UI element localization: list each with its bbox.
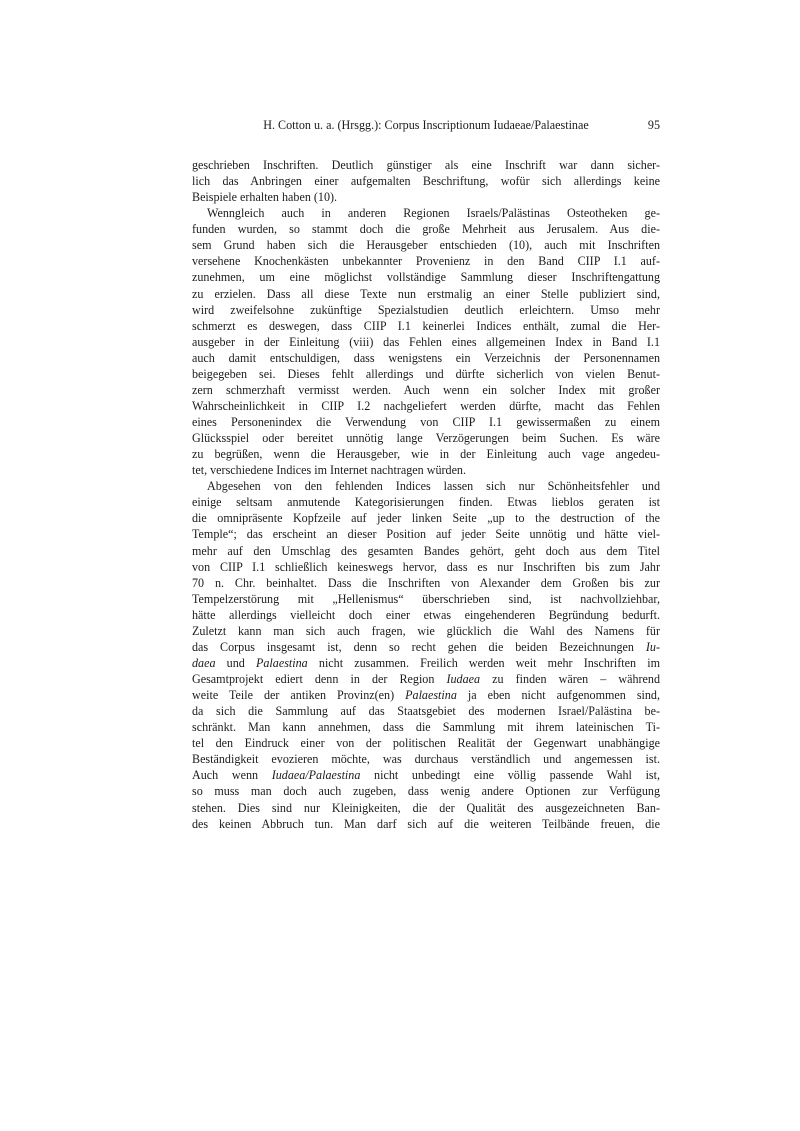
text-run: nicht zusammen. Freilich werden weit mehr Inschriften im	[307, 655, 660, 670]
text-run: da sich die Sammlung auf das Staatsgebiet des modernen Israel/Palästina be-	[192, 704, 660, 719]
text-line	[192, 157, 660, 173]
text-line	[192, 350, 660, 366]
text-run: weite Teile der antiken Provinz(en)	[192, 688, 406, 703]
page-number: 95	[647, 118, 660, 132]
text-run: zern schmerzhaft vermisst werden. Auch wenn ein solcher Index mit großer	[192, 382, 660, 397]
text-line	[192, 816, 660, 832]
text-line	[192, 623, 660, 639]
text-line	[192, 189, 660, 205]
italic-text-run: Palaestina	[405, 688, 457, 703]
text-line	[192, 286, 660, 302]
text-run: lich das Anbringen einer aufgemalten Beschriftung, wofür sich allerdings keine	[192, 174, 660, 189]
text-line	[192, 334, 660, 350]
text-run: Tempelzerstörung mit „Hellenismus“ überschrieben sind, ist nachvollziehbar,	[192, 591, 660, 606]
text-run: hätte allerdings vielleicht doch einer etwas eingehenderen Begründung bedurft.	[192, 607, 660, 622]
text-line	[192, 494, 660, 510]
text-line	[192, 237, 660, 253]
text-line	[192, 318, 660, 334]
text-line	[192, 703, 660, 719]
text-run: zu finden wären – während	[480, 672, 660, 686]
text-run: 70 n. Chr. beinhaltet. Dass die Inschriften von Alexander dem Großen bis zur	[192, 575, 660, 590]
text-run: Beständigkeit evozieren möchte, was durchaus verständlich und angemessen ist.	[192, 752, 660, 767]
text-run: schmerzt es deswegen, dass CIIP I.1 keinerlei Indices enthält, zumal die Her-	[192, 318, 660, 333]
text-line	[192, 414, 660, 430]
text-run: und	[215, 655, 256, 670]
text-run: Gesamtprojekt ediert denn in der Region	[192, 672, 447, 686]
text-run: eines Personenindex die Verwendung von CIIP I.1 gewissermaßen zu einem	[192, 415, 660, 429]
text-run: versehene Knochenkästen unbekannter Provenienz in den Band CIIP I.1 auf-	[192, 254, 660, 269]
text-run: zunehmen, um eine möglichst vollständige Sammlung dieser Inschriftengattung	[192, 270, 660, 285]
paragraph	[192, 205, 660, 478]
text-run: ja eben nicht aufgenommen sind,	[456, 688, 660, 703]
text-run: schränkt. Man kann annehmen, dass die Sammlung mit ihrem lateinischen Ti-	[192, 720, 660, 735]
text-line	[192, 767, 660, 783]
text-run: Beispiele erhalten haben (10).	[192, 190, 338, 205]
italic-text-run: Iudaea	[446, 672, 481, 686]
text-line	[192, 478, 660, 494]
text-run: das Corpus insgesamt ist, denn so recht gehen die beiden Bezeichnungen	[192, 639, 646, 654]
text-line	[192, 398, 660, 414]
text-line	[192, 687, 660, 703]
text-line	[192, 446, 660, 462]
text-run: Abgesehen von den fehlenden Indices lassen sich nur Schönheitsfehler und	[207, 479, 660, 494]
text-run: beigegeben sei. Dieses fehlt allerdings und dürfte sicherlich von vielen Benut-	[192, 366, 660, 381]
text-run: einige seltsam anmutende Kategorisierungen finden. Etwas lieblos geraten ist	[192, 495, 660, 510]
paragraph	[192, 157, 660, 205]
text-line	[192, 655, 660, 671]
text-run: funden wurden, so stammt doch die große Mehrheit aus Jerusalem. Aus die-	[192, 222, 660, 237]
text-run: tet, verschiedene Indices im Internet nachtragen würden.	[192, 463, 467, 478]
text-run: wird zweifelsohne zukünftige Spezialstudien deutlich erleichtern. Umso mehr	[192, 302, 660, 317]
text-line	[192, 800, 660, 816]
text-run: geschrieben Inschriften. Deutlich günstiger als eine Inschrift war dann sicher-	[192, 158, 660, 172]
text-line	[192, 430, 660, 446]
text-line	[192, 269, 660, 285]
text-line	[192, 591, 660, 607]
text-run: Temple“; das erscheint an dieser Position auf jeder Seite unnötig und hätte viel-	[192, 527, 660, 542]
text-run: die omnipräsente Kopfzeile auf jeder linken Seite „up to the destruction of the	[192, 511, 660, 526]
text-line	[192, 526, 660, 542]
text-line	[192, 462, 660, 478]
running-title: H. Cotton u. a. (Hrsgg.): Corpus Inscriptionum Iudaeae/Palaestinae	[263, 118, 589, 132]
running-header	[192, 117, 660, 133]
text-run: nicht unbedingt eine völlig passende Wahl ist,	[360, 768, 660, 783]
text-line	[192, 221, 660, 237]
text-line	[192, 205, 660, 221]
text-run: ausgeber in der Einleitung (viii) das Fehlen eines allgemeinen Index in Band I.1	[192, 334, 660, 349]
text-line	[192, 510, 660, 526]
page-body	[192, 157, 660, 832]
text-line	[192, 543, 660, 559]
text-line	[192, 559, 660, 575]
text-run: Auch wenn	[192, 768, 272, 783]
italic-text-run: Palaestina	[256, 655, 308, 670]
text-run: Zuletzt kann man sich auch fragen, wie glücklich die Wahl des Namens für	[192, 623, 660, 638]
text-run: zu erzielen. Dass all diese Texte nun erstmalig an einer Stelle publiziert sind,	[192, 286, 660, 301]
text-run: tel den Eindruck einer von der politischen Realität der Gegenwart unabhängige	[192, 736, 660, 751]
text-run: auch damit entschuldigen, dass wenigstens ein Verzeichnis der Personennamen	[192, 350, 660, 365]
italic-text-run: daea	[192, 655, 216, 670]
text-line	[192, 639, 660, 655]
italic-text-run: Iudaea/Palaestina	[271, 768, 361, 783]
text-line	[192, 751, 660, 767]
text-line	[192, 302, 660, 318]
text-run: so muss man doch auch zugeben, dass wenig andere Optionen zur Verfügung	[192, 784, 660, 799]
text-line	[192, 382, 660, 398]
paragraph	[192, 478, 660, 831]
text-line	[192, 719, 660, 735]
text-run: zu begrüßen, wenn die Herausgeber, wie in der Einleitung auch vage angedeu-	[192, 447, 660, 462]
text-run: von CIIP I.1 schließlich keineswegs hervor, dass es nur Inschriften bis zum Jahr	[192, 559, 660, 574]
text-line	[192, 783, 660, 799]
text-line	[192, 735, 660, 751]
text-line	[192, 607, 660, 623]
text-run: Glücksspiel oder bereitet unnötig lange Verzögerungen beim Suchen. Es wäre	[192, 431, 660, 446]
text-line	[192, 253, 660, 269]
text-line	[192, 671, 660, 687]
text-run: Wenngleich auch in anderen Regionen Israels/Palästinas Osteotheken ge-	[207, 206, 660, 221]
text-line	[192, 575, 660, 591]
text-run: sem Grund haben sich die Herausgeber entschieden (10), auch mit Inschriften	[192, 238, 660, 253]
text-run: des keinen Abbruch tun. Man darf sich auf die weiteren Teilbände freuen, die	[192, 816, 660, 831]
text-run: mehr auf den Umschlag des gesamten Bandes gehört, geht doch aus dem Titel	[192, 543, 660, 558]
text-run: Wahrscheinlichkeit in CIIP I.2 nachgeliefert werden dürfte, macht das Fehlen	[192, 398, 660, 413]
italic-text-run: Iu-	[645, 639, 660, 654]
text-line	[192, 366, 660, 382]
text-run: stehen. Dies sind nur Kleinigkeiten, die der Qualität des ausgezeichneten Ban-	[192, 800, 660, 815]
text-line	[192, 173, 660, 189]
